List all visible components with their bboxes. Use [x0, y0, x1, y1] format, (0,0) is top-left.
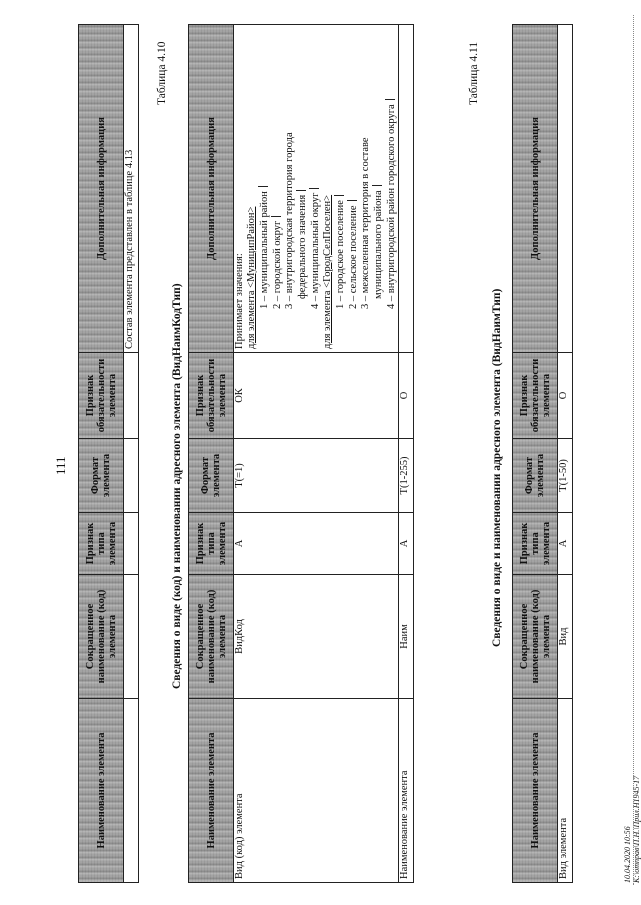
header-code: Сокращенное наименование (код) элемента	[189, 575, 234, 699]
header-required: Признак обязательности элемента	[189, 353, 234, 439]
info-group2-line: 2 – сельское поселение	[347, 28, 360, 349]
cell-type: А	[234, 513, 399, 575]
cell-code	[124, 575, 139, 699]
table-row	[399, 25, 414, 883]
header-type: Признак типа элемента	[79, 513, 124, 575]
table-4-10	[188, 24, 414, 883]
table-row	[558, 25, 573, 883]
stamp-path: К:\отправ\П.Н.\Прил.Н1945-17	[632, 775, 641, 883]
info-group2-line: муниципального района	[372, 28, 385, 349]
cell-required	[124, 353, 139, 439]
cell-code: Вид	[558, 575, 573, 699]
table-4-11	[512, 24, 573, 883]
info-group1-line: 3 – внутригородская территория города	[284, 132, 295, 309]
header-name: Наименование элемента	[513, 699, 558, 883]
cell-name	[124, 699, 139, 883]
header-name: Наименование элемента	[189, 699, 234, 883]
header-format: Формат элемента	[79, 439, 124, 513]
header-type: Признак типа элемента	[513, 513, 558, 575]
header-required: Признак обязательности элемента	[513, 353, 558, 439]
header-format: Формат элемента	[513, 439, 558, 513]
cell-info	[234, 25, 399, 353]
header-info: Дополнительная информация	[513, 25, 558, 353]
cell-info	[399, 25, 414, 353]
page-number: 111	[53, 456, 68, 475]
header-code: Сокращенное наименование (код) элемента	[513, 575, 558, 699]
scan-edge-rule	[633, 15, 634, 885]
info-group1-line: 2 – городской округ	[271, 28, 284, 349]
table-continuation	[78, 24, 139, 883]
header-code: Сокращенное наименование (код) элемента	[79, 575, 124, 699]
info-group1-line: 4 – муниципальный округ	[309, 28, 322, 349]
cell-info	[558, 25, 573, 353]
header-info: Дополнительная информация	[79, 25, 124, 353]
table-header-row	[513, 25, 558, 883]
table-header-row	[189, 25, 234, 883]
header-format: Формат элемента	[189, 439, 234, 513]
info-group1-line: 1 – муниципальный район	[258, 28, 271, 349]
table-4-11-title: Сведения о виде и наименовании адресного элемента (ВидНаимТип)	[491, 288, 503, 647]
cell-name: Наименование элемента	[399, 699, 414, 883]
cell-type: А	[558, 513, 573, 575]
cell-code: Наим	[399, 575, 414, 699]
info-group2-line: 3 – межселенная территория в составе	[360, 137, 371, 309]
cell-type: А	[399, 513, 414, 575]
table-row	[124, 25, 139, 883]
table-4-10-title: Сведения о виде (код) и наименовании адресного элемента (ВидНаимКодТип)	[171, 283, 183, 689]
stamp-datetime: 10.04.2020 10:56	[623, 826, 632, 883]
info-group1-heading: для элемента <МуниципРайон>	[246, 206, 257, 349]
cell-info: Состав элемента представлен в таблице 4.13	[124, 25, 139, 353]
info-group1-line: федерального значения	[296, 28, 309, 349]
cell-name: Вид (код) элемента	[234, 699, 399, 883]
table-header-row	[79, 25, 124, 883]
info-intro: Принимает значения:	[234, 253, 245, 349]
table-4-11-label: Таблица 4.11	[468, 41, 480, 105]
header-type: Признак типа элемента	[189, 513, 234, 575]
cell-format: T(1-50)	[558, 439, 573, 513]
cell-required: О	[399, 353, 414, 439]
cell-format: T(1-255)	[399, 439, 414, 513]
table-row	[234, 25, 399, 883]
header-info: Дополнительная информация	[189, 25, 234, 353]
info-group2-heading: для элемента <ГородСелПоселен>	[322, 194, 333, 349]
cell-format: T(=1)	[234, 439, 399, 513]
cell-required: О	[558, 353, 573, 439]
header-name: Наименование элемента	[79, 699, 124, 883]
cell-type	[124, 513, 139, 575]
info-group2-line: 1 – городское поселение	[334, 28, 347, 349]
table-4-10-label: Таблица 4.10	[156, 41, 168, 105]
info-group2-line: 4 – внутригородской район городского округа	[385, 28, 398, 349]
cell-required: ОК	[234, 353, 399, 439]
cell-code: ВидКод	[234, 575, 399, 699]
cell-format	[124, 439, 139, 513]
header-required: Признак обязательности элемента	[79, 353, 124, 439]
cell-name: Вид элемента	[558, 699, 573, 883]
print-stamp	[623, 776, 641, 883]
